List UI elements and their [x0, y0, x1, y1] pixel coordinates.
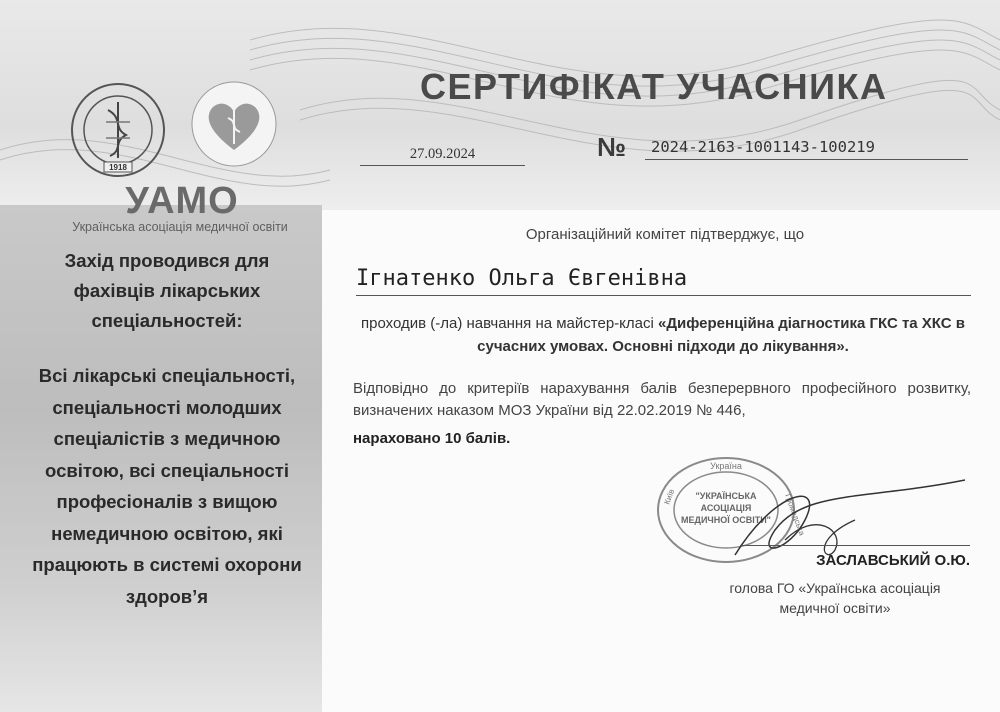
svg-text:"УКРАЇНСЬКА: "УКРАЇНСЬКА [695, 491, 757, 501]
course-prefix: проходив (-ла) навчання на майстер-класі [361, 315, 658, 332]
svg-text:АСОЦІАЦІЯ: АСОЦІАЦІЯ [700, 503, 752, 513]
credits-text: Відповідно до критеріїв нарахування балів безперервного професійного розвитку, визначених наказом МОЗ України від 22.02.2019 № 446, [353, 380, 971, 419]
certificate-title: СЕРТИФІКАТ УЧАСНИКА [420, 66, 888, 107]
svg-text:Громадська: Громадська [783, 492, 807, 537]
organization-full-name: Українська асоціація медичної освіти [72, 220, 288, 234]
committee-confirmation: Організаційний комітет підтверджує, що [525, 226, 805, 243]
svg-text:1918: 1918 [109, 163, 127, 172]
certificate-date: 27.09.2024 [360, 146, 525, 166]
number-sign: № [597, 132, 626, 162]
certificate-number: 2024-2163-1001143-100219 [645, 138, 968, 160]
svg-text:Україна: Україна [710, 461, 742, 471]
heart-laurel-icon [190, 80, 278, 168]
left-panel-specialties: Всі лікарські спеціальності, спеціальності молодших спеціалістів з медичною освітою, всі спеціальності професіоналів з вищою немедичною освітою, які працюють в системі охорони здоров’я [32, 365, 302, 607]
svg-text:Київ: Київ [662, 487, 677, 506]
signer-name: ЗАСЛАВСЬКИЙ О.Ю. [816, 552, 970, 569]
signer-role: голова ГО «Українська асоціація медичної освіти» [729, 580, 941, 616]
course-description [353, 312, 973, 358]
credits-awarded: нараховано 10 балів. [353, 430, 511, 447]
svg-text:МЕДИЧНОЇ ОСВІТИ": МЕДИЧНОЇ ОСВІТИ" [681, 515, 771, 525]
left-panel-heading: Захід проводився для фахівців лікарських спеціальностей: [64, 250, 270, 331]
medical-emblem-icon [68, 80, 168, 180]
course-title: «Диференційна діагностика ГКС та ХКС в сучасних умовах. Основні підходи до лікування». [477, 315, 965, 355]
signature-line [740, 545, 970, 546]
organization-abbreviation: УАМО [125, 180, 239, 222]
participant-name: Ігнатенко Ольга Євгенівна [356, 266, 971, 296]
